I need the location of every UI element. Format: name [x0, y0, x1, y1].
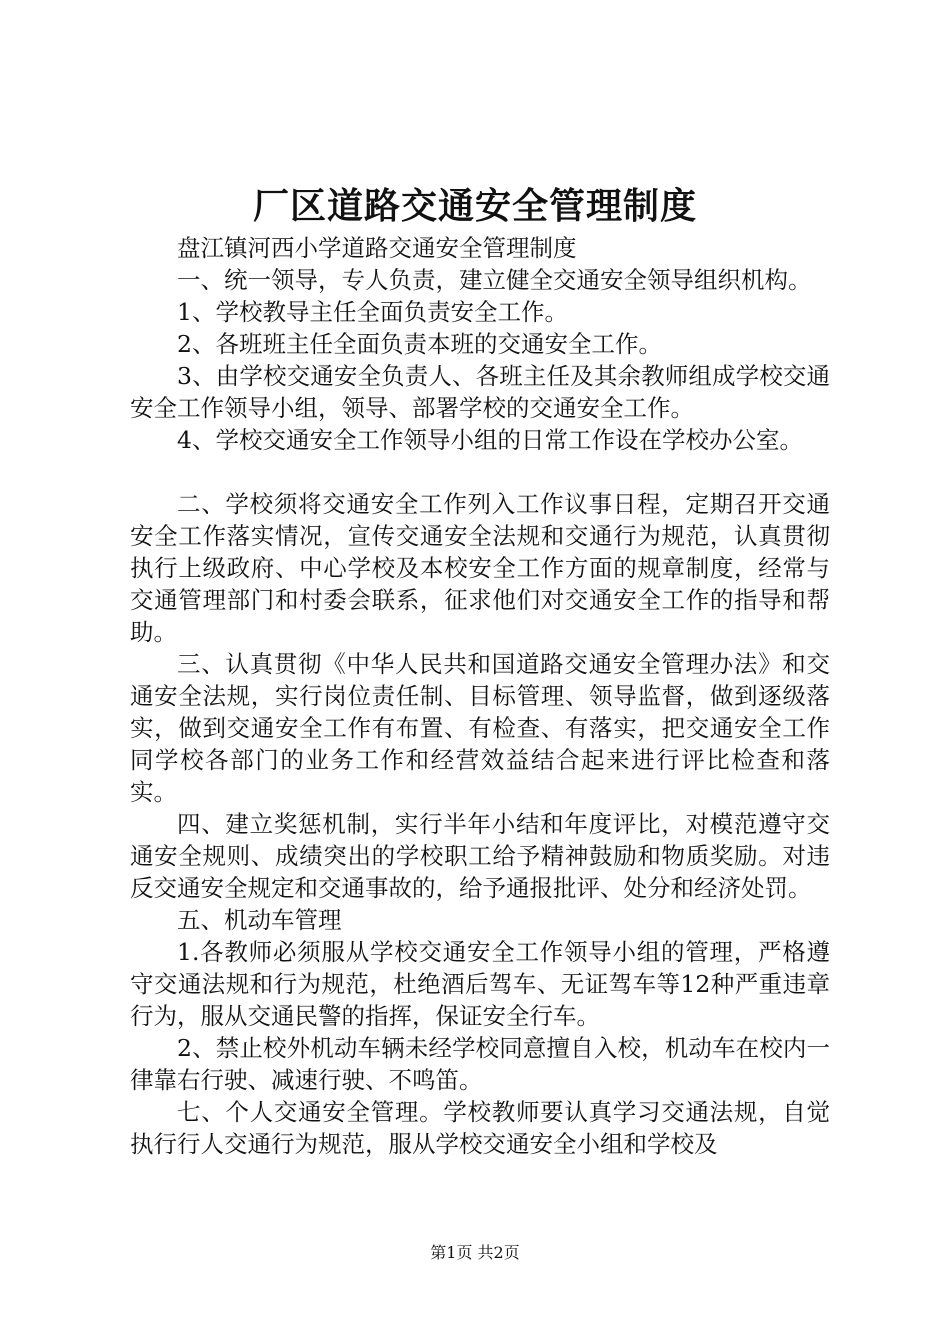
paragraph-section-1: 一、统一领导，专人负责，建立健全交通安全领导组织机构。: [177, 266, 812, 294]
paragraph-section-4: 四、建立奖惩机制，实行半年小结和年度评比，对模范遵守交通安全规则、成绩突出的学校职工给予精神鼓励和物质奖励。对违反交通安全规定和交通事故的，给予通报批评、处分和经济处罚。: [130, 810, 830, 902]
paragraph-item-1-1: 1、学校教导主任全面负责安全工作。: [177, 298, 568, 326]
page-number-footer: 第1页 共2页: [430, 1243, 520, 1262]
paragraph-item-1-2: 2、各班班主任全面负责本班的交通安全工作。: [177, 330, 662, 358]
paragraph-section-5: 五、机动车管理: [177, 906, 342, 934]
paragraph-item-5-1: 1.各教师必须服从学校交通安全工作领导小组的管理，严格遵守交通法规和行为规范，杜绝酒后驾车、无证驾车等12种严重违章行为，服从交通民警的指挥，保证安全行车。: [130, 938, 830, 1030]
paragraph-item-5-2: 2、禁止校外机动车辆未经学校同意擅自入校，机动车在校内一律靠右行驶、减速行驶、不鸣笛。: [130, 1034, 830, 1094]
paragraph-section-7: 七、个人交通安全管理。学校教师要认真学习交通法规，自觉执行行人交通行为规范，服从学校交通安全小组和学校及: [130, 1098, 830, 1158]
paragraph-section-2: 二、学校须将交通安全工作列入工作议事日程，定期召开交通安全工作落实情况，宣传交通安全法规和交通行为规范，认真贯彻执行上级政府、中心学校及本校安全工作方面的规章制度，经常与交通管理部门和村委会联系，征求他们对交通安全工作的指导和帮助。: [130, 490, 830, 646]
paragraph-item-1-4: 4、学校交通安全工作领导小组的日常工作设在学校办公室。: [177, 426, 803, 454]
document-body: [130, 232, 830, 1160]
paragraph-school-heading: 盘江镇河西小学道路交通安全管理制度: [177, 234, 577, 262]
document-title: 厂区道路交通安全管理制度: [252, 185, 697, 227]
paragraph-item-1-3: 3、由学校交通安全负责人、各班主任及其余教师组成学校交通安全工作领导小组，领导、部署学校的交通安全工作。: [130, 362, 830, 422]
paragraph-spacer: [130, 456, 830, 488]
paragraph-section-3: 三、认真贯彻《中华人民共和国道路交通安全管理办法》和交通安全法规，实行岗位责任制、目标管理、领导监督，做到逐级落实，做到交通安全工作有布置、有检查、有落实，把交通安全工作同学校各部门的业务工作和经营效益结合起来进行评比检查和落实。: [130, 650, 830, 806]
